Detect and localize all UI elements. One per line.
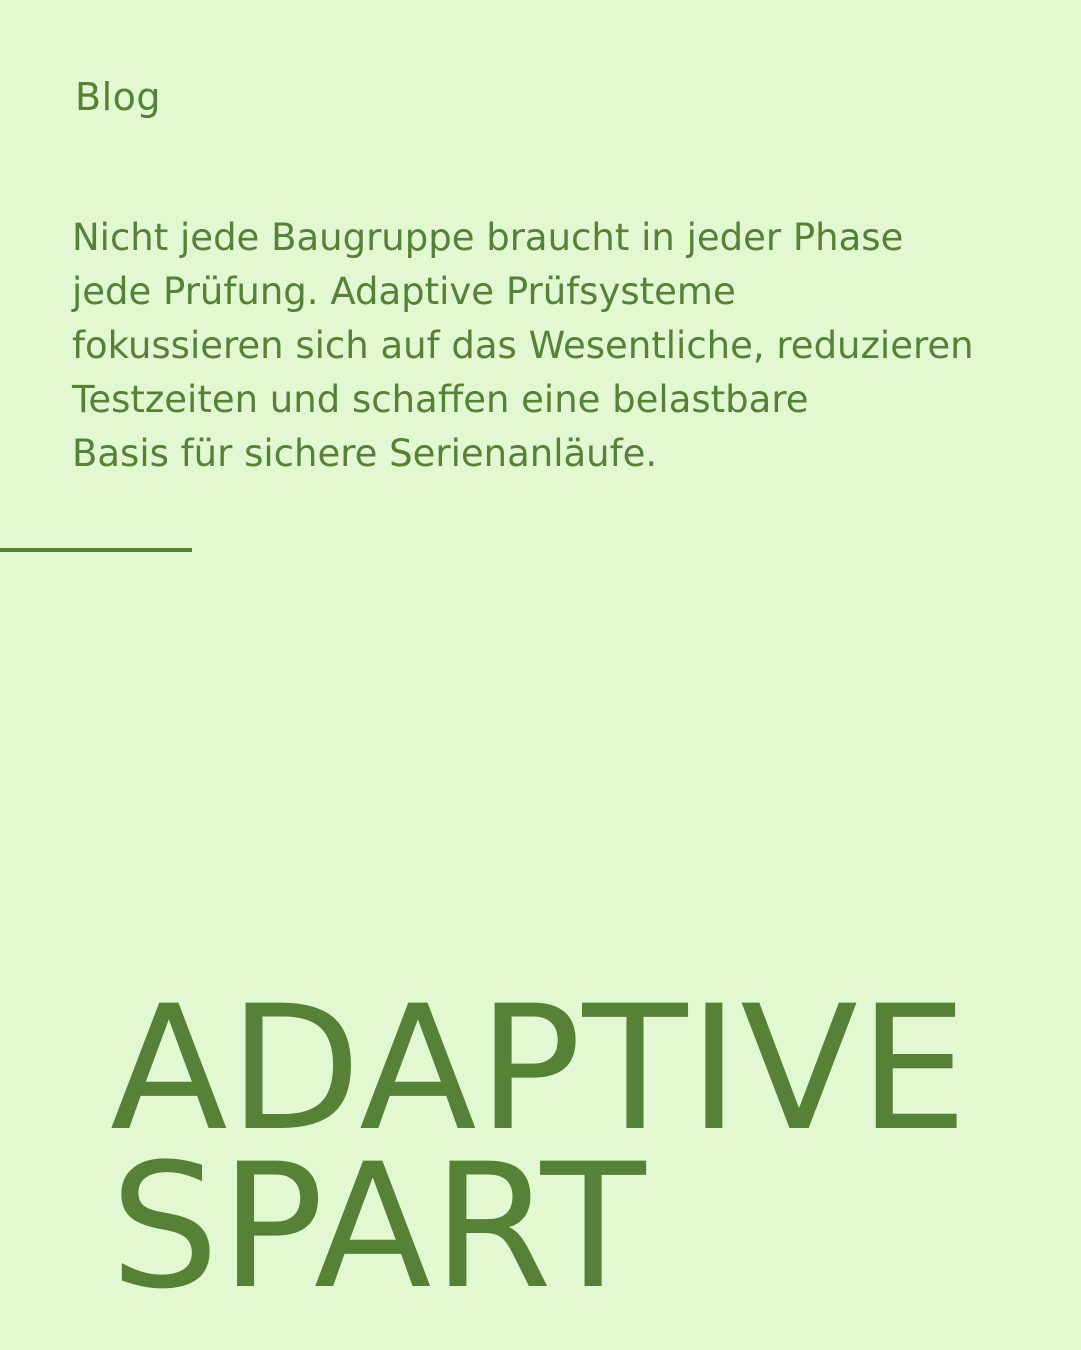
category-label: Blog — [75, 75, 161, 119]
intro-line: jede Prüfung. Adaptive Prüfsysteme — [72, 270, 736, 313]
intro-line: Basis für sichere Serienanläufe. — [72, 432, 658, 475]
divider — [0, 548, 192, 552]
intro-paragraph — [72, 211, 1062, 481]
intro-line: Testzeiten und schaffen eine belastbare — [72, 378, 809, 421]
headline-line: SPART — [110, 1126, 647, 1327]
intro-line: Nicht jede Baugruppe braucht in jeder Phase — [72, 216, 904, 259]
intro-line: fokussieren sich auf das Wesentliche, reduzieren — [72, 324, 974, 367]
headline — [110, 968, 969, 1327]
headline-line: ADAPTIVE — [110, 968, 969, 1169]
